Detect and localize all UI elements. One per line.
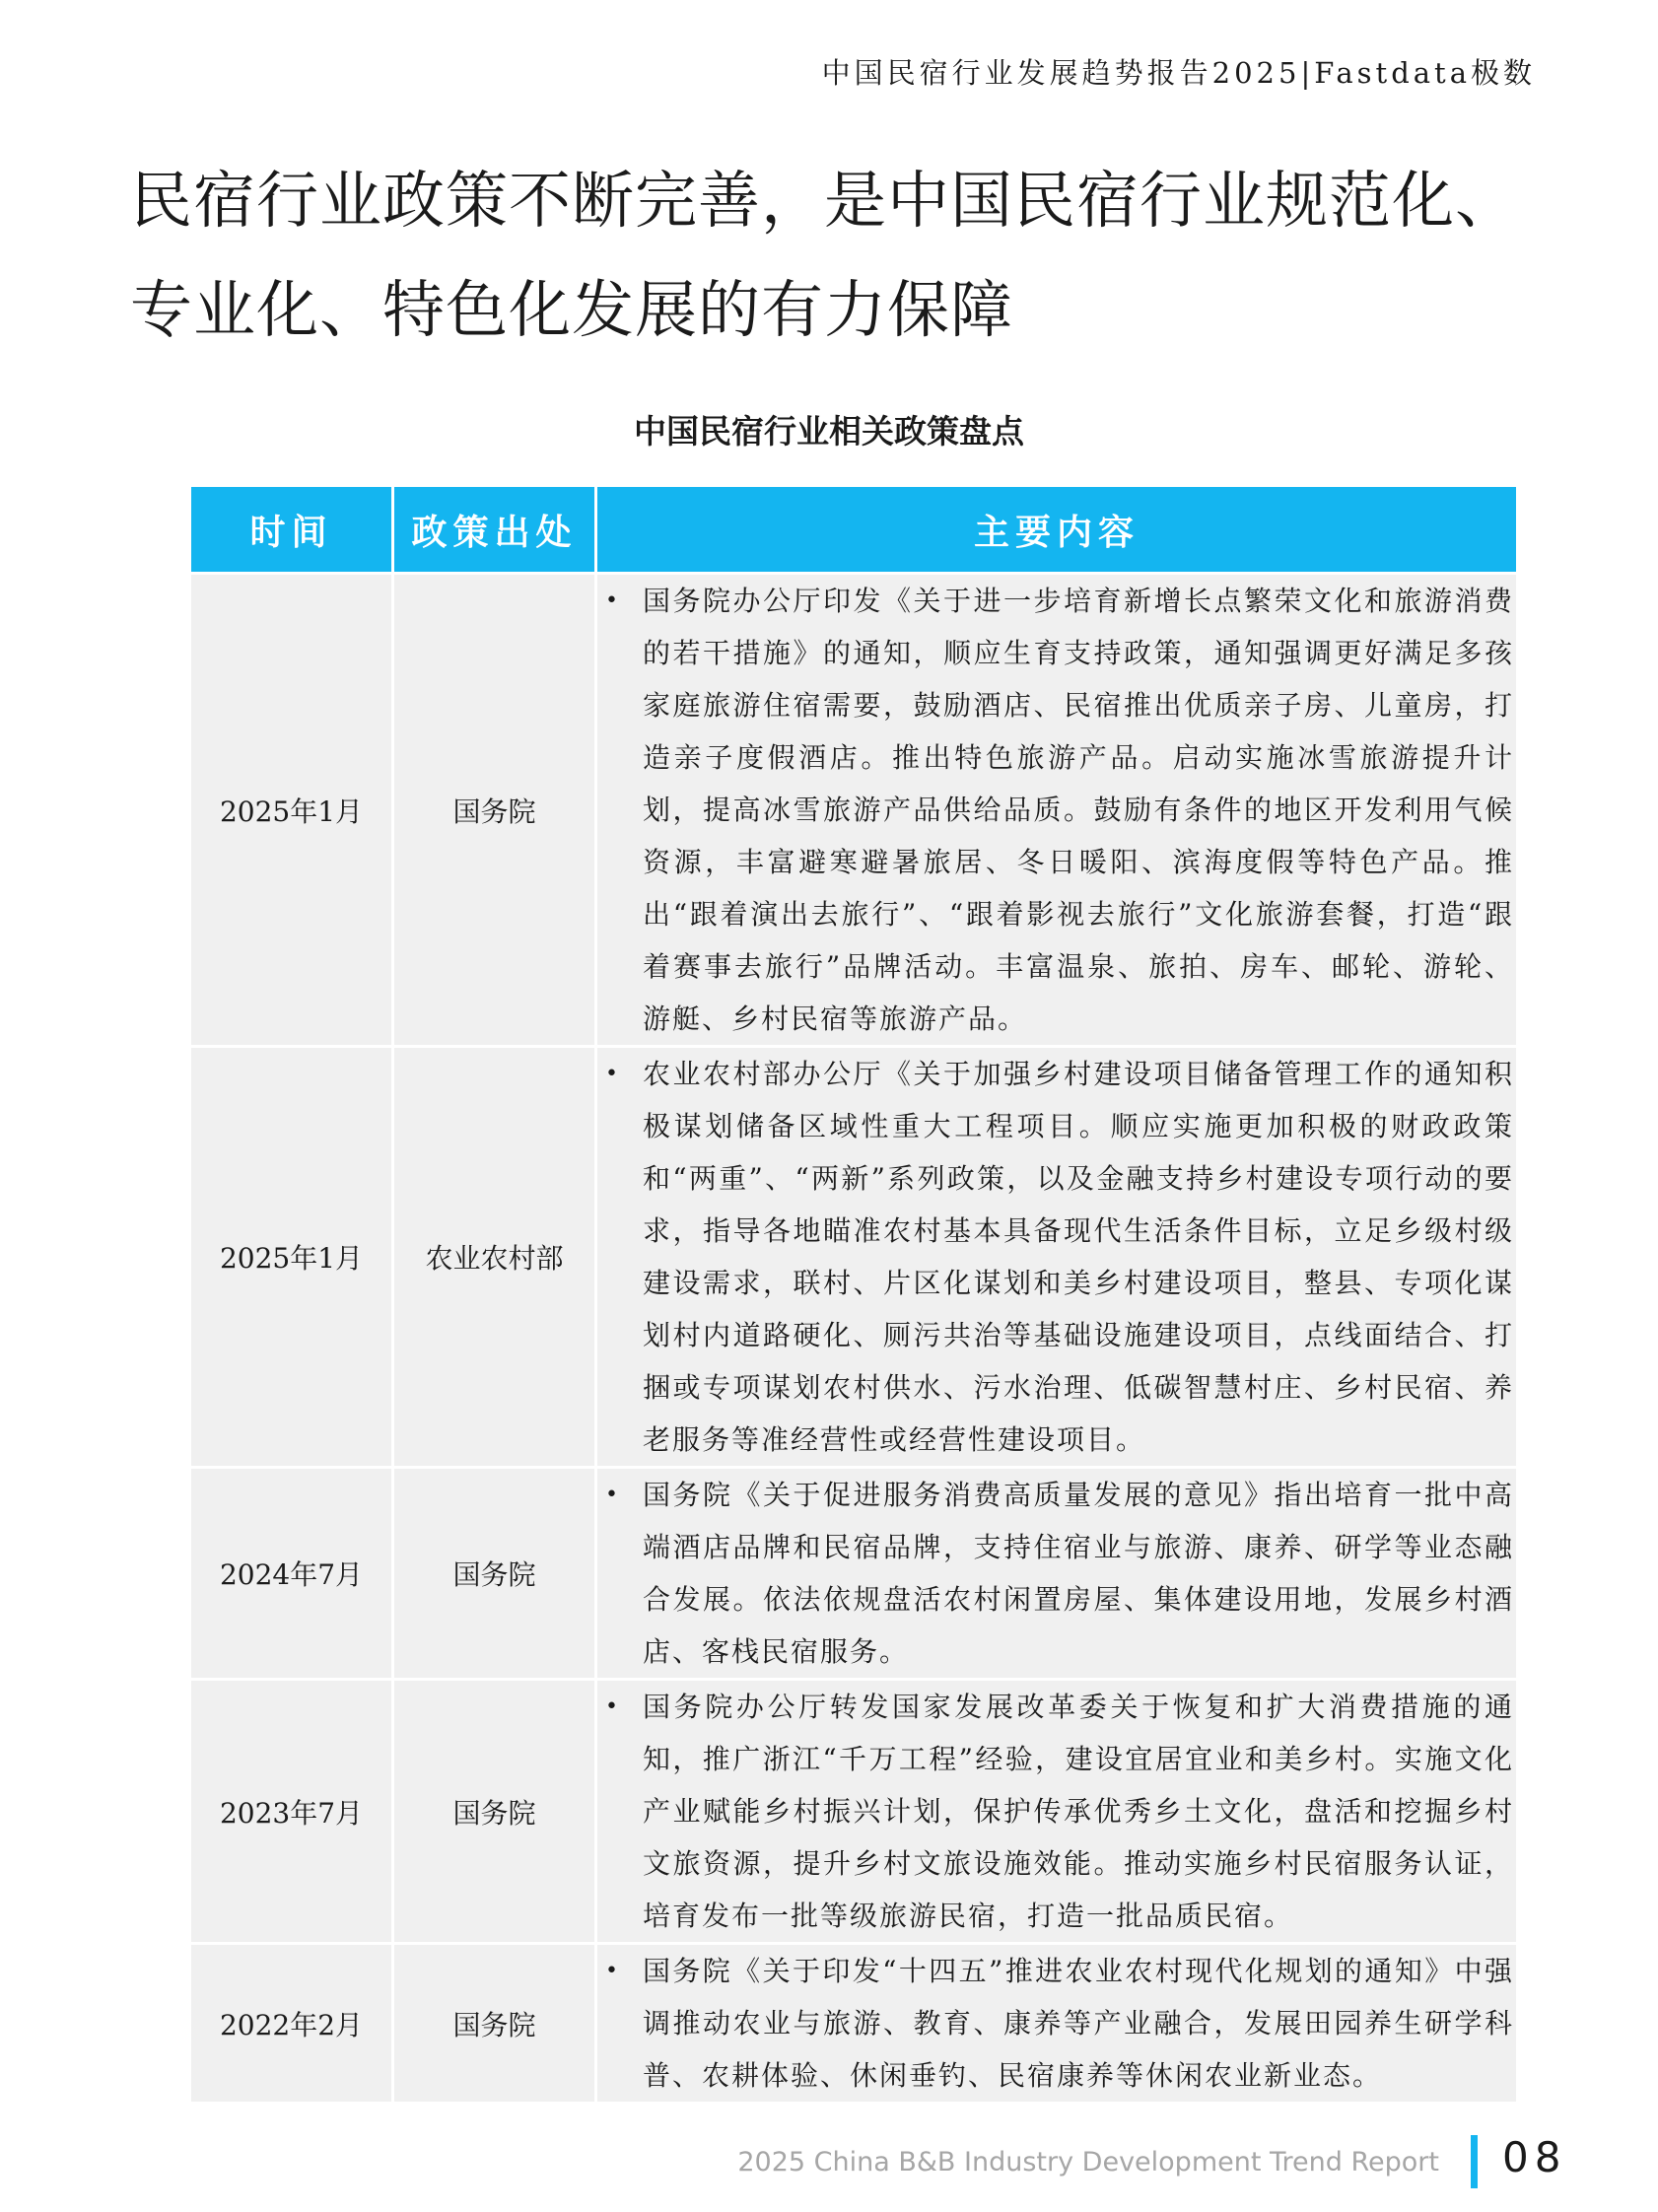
row-content-text: 国务院办公厅转发国家发展改革委关于恢复和扩大消费措施的通知，推广浙江“千万工程”经验，建设宜居宜业和美乡村。实施文化产业赋能乡村振兴计划，保护传承优秀乡土文化，盘活和挖掘乡村文旅资源，提升乡村文旅设施效能。推动实施乡村民宿服务认证，培育发布一批等级旅游民宿，打造一批品质民宿。	[643, 1691, 1514, 1932]
row-source: 国务院	[394, 572, 594, 1045]
row-content-text: 农业农村部办公厅《关于加强乡村建设项目储备管理工作的通知积极谋划储备区域性重大工程项目。顺应实施更加积极的财政政策和“两重”、“两新”系列政策，以及金融支持乡村建设专项行动的要求，指导各地瞄准农村基本具备现代生活条件目标，立足乡级村级建设需求，联村、片区化谋划和美乡村建设项目，整县、专项化谋划村内道路硬化、厕污共治等基础设施建设项目，点线面结合、打捆或专项谋划农村供水、污水治理、低碳智慧村庄、乡村民宿、养老服务等准经营性或经营性建设项目。	[643, 1058, 1514, 1456]
row-date: 2022年2月	[191, 1942, 391, 2102]
footer-report-name: 2025 China B&B Industry Development Trend Report	[737, 2147, 1439, 2177]
footer-accent-bar	[1471, 2135, 1478, 2188]
row-content	[597, 1045, 1516, 1466]
row-content-text: 国务院《关于印发“十四五”推进农业农村现代化规划的通知》中强调推动农业与旅游、教育、康养等产业融合，发展田园养生研学科普、农耕体验、休闲垂钓、民宿康养等休闲农业新业态。	[643, 1955, 1514, 2092]
table-row	[191, 1942, 1516, 2102]
page-title: 民宿行业政策不断完善，是中国民宿行业规范化、专业化、特色化发展的有力保障	[130, 165, 1518, 346]
table-header-row	[191, 487, 1516, 572]
table-caption: 中国民宿行业相关政策盘点	[634, 412, 1024, 450]
policy-table	[188, 487, 1519, 2102]
table-row	[191, 572, 1516, 1045]
header-brand: 中国民宿行业发展趋势报告2025|Fastdata极数	[821, 56, 1536, 90]
row-date: 2025年1月	[191, 1045, 391, 1466]
page-number: 08	[1502, 2133, 1567, 2181]
table-row	[191, 1466, 1516, 1678]
table-row	[191, 1045, 1516, 1466]
row-date: 2025年1月	[191, 572, 391, 1045]
row-content-text: 国务院《关于促进服务消费高质量发展的意见》指出培育一批中高端酒店品牌和民宿品牌，支持住宿业与旅游、康养、研学等业态融合发展。依法依规盘活农村闲置房屋、集体建设用地，发展乡村酒店、客栈民宿服务。	[643, 1479, 1514, 1668]
bullet-icon: •	[605, 588, 620, 613]
row-content	[597, 572, 1516, 1045]
bullet-icon: •	[605, 1483, 620, 1507]
table-row	[191, 1678, 1516, 1942]
row-date: 2024年7月	[191, 1466, 391, 1678]
header-content: 主要内容	[597, 487, 1516, 572]
row-source: 农业农村部	[394, 1045, 594, 1466]
bullet-icon: •	[605, 1062, 620, 1086]
bullet-icon: •	[605, 1959, 620, 1983]
row-date: 2023年7月	[191, 1678, 391, 1942]
row-content	[597, 1466, 1516, 1678]
row-content-text: 国务院办公厅印发《关于进一步培育新增长点繁荣文化和旅游消费的若干措施》的通知，顺应生育支持政策，通知强调更好满足多孩家庭旅游住宿需要，鼓励酒店、民宿推出优质亲子房、儿童房，打造亲子度假酒店。推出特色旅游产品。启动实施冰雪旅游提升计划，提高冰雪旅游产品供给品质。鼓励有条件的地区开发利用气候资源，丰富避寒避暑旅居、冬日暖阳、滨海度假等特色产品。推出“跟着演出去旅行”、“跟着影视去旅行”文化旅游套餐，打造“跟着赛事去旅行”品牌活动。丰富温泉、旅拍、房车、邮轮、游轮、游艇、乡村民宿等旅游产品。	[643, 585, 1514, 1035]
header-date: 时间	[191, 487, 391, 572]
row-content	[597, 1942, 1516, 2102]
header-source: 政策出处	[394, 487, 594, 572]
row-source: 国务院	[394, 1678, 594, 1942]
row-content	[597, 1678, 1516, 1942]
row-source: 国务院	[394, 1942, 594, 2102]
row-source: 国务院	[394, 1466, 594, 1678]
bullet-icon: •	[605, 1694, 620, 1719]
